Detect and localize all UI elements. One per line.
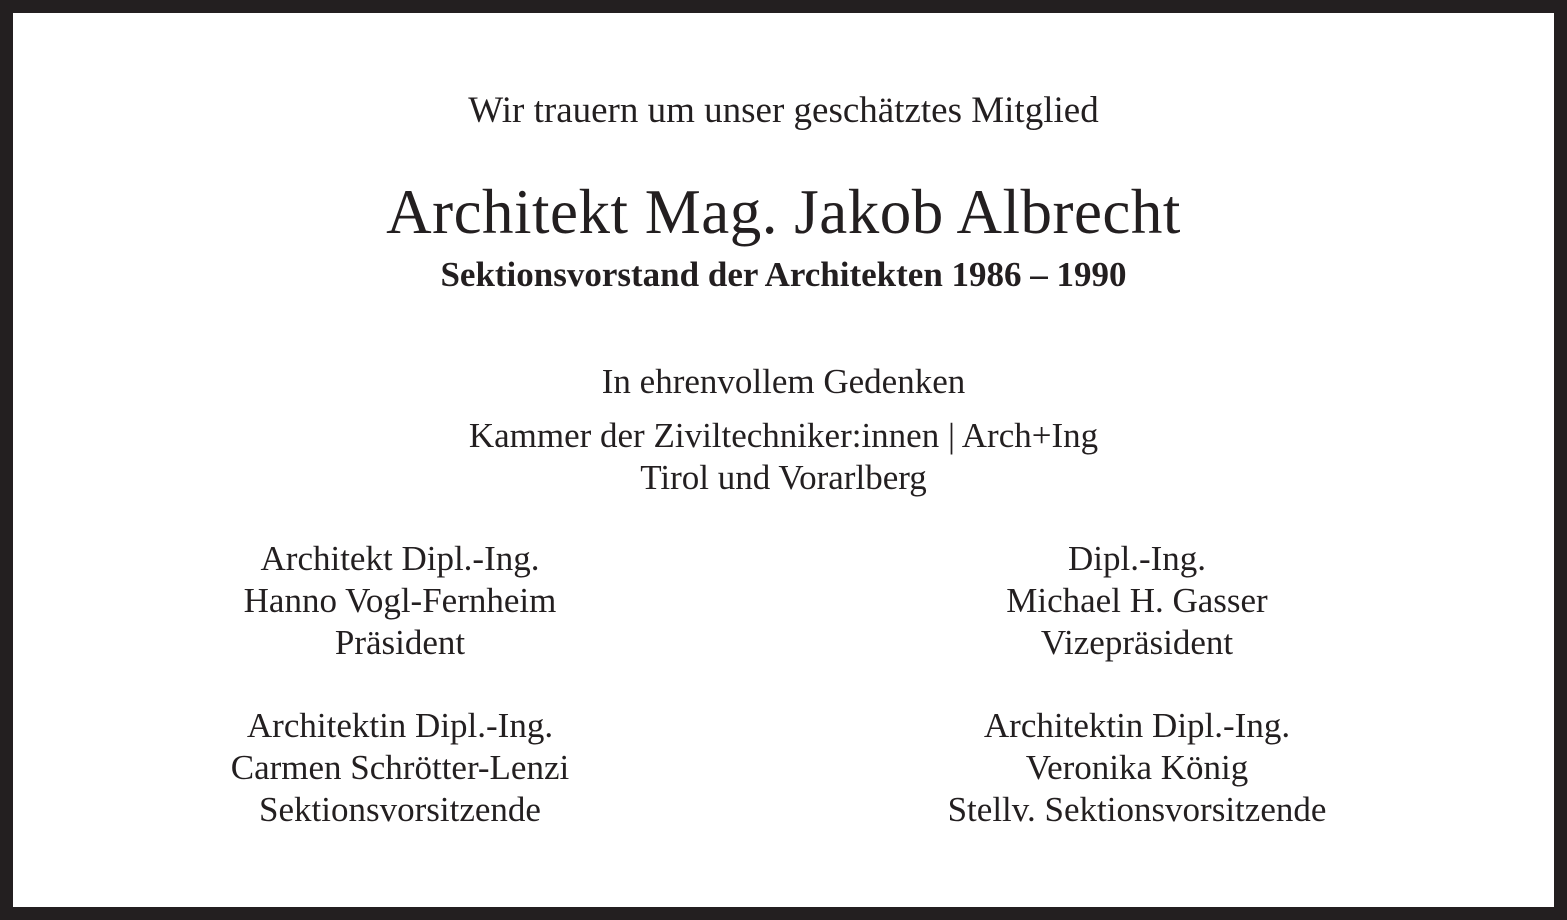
signatory-role: Präsident xyxy=(334,623,466,662)
signatory-name: Hanno Vogl-Fernheim xyxy=(243,581,557,620)
signatory-vice-president xyxy=(787,541,1487,667)
signatory-role: Stellv. Sektionsvorsitzende xyxy=(947,790,1327,829)
signatory-role: Sektionsvorsitzende xyxy=(259,790,541,829)
signatory-deputy-section-chair xyxy=(787,708,1487,834)
signatory-title: Architekt Dipl.-Ing. xyxy=(260,539,540,578)
signatory-title: Dipl.-Ing. xyxy=(1067,539,1207,578)
signatory-name: Michael H. Gasser xyxy=(1006,581,1268,620)
deceased-name: Architekt Mag. Jakob Albrecht xyxy=(386,177,1181,247)
organization-region: Tirol und Vorarlberg xyxy=(640,458,927,497)
memorial-line: In ehrenvollem Gedenken xyxy=(601,362,966,401)
deceased-subtitle: Sektionsvorstand der Architekten 1986 – 1990 xyxy=(440,255,1127,294)
organization-name: Kammer der Ziviltechniker:innen | Arch+Ing xyxy=(468,416,1099,455)
signatory-name: Veronika König xyxy=(1025,748,1249,787)
signatory-role: Vizepräsident xyxy=(1040,623,1234,662)
signatory-title: Architektin Dipl.-Ing. xyxy=(983,706,1291,745)
signatory-president xyxy=(50,541,750,667)
signatory-name: Carmen Schrötter-Lenzi xyxy=(230,748,570,787)
signatory-section-chair xyxy=(50,708,750,834)
signatory-title: Architektin Dipl.-Ing. xyxy=(246,706,554,745)
intro-text: Wir trauern um unser geschätztes Mitglied xyxy=(468,90,1099,131)
